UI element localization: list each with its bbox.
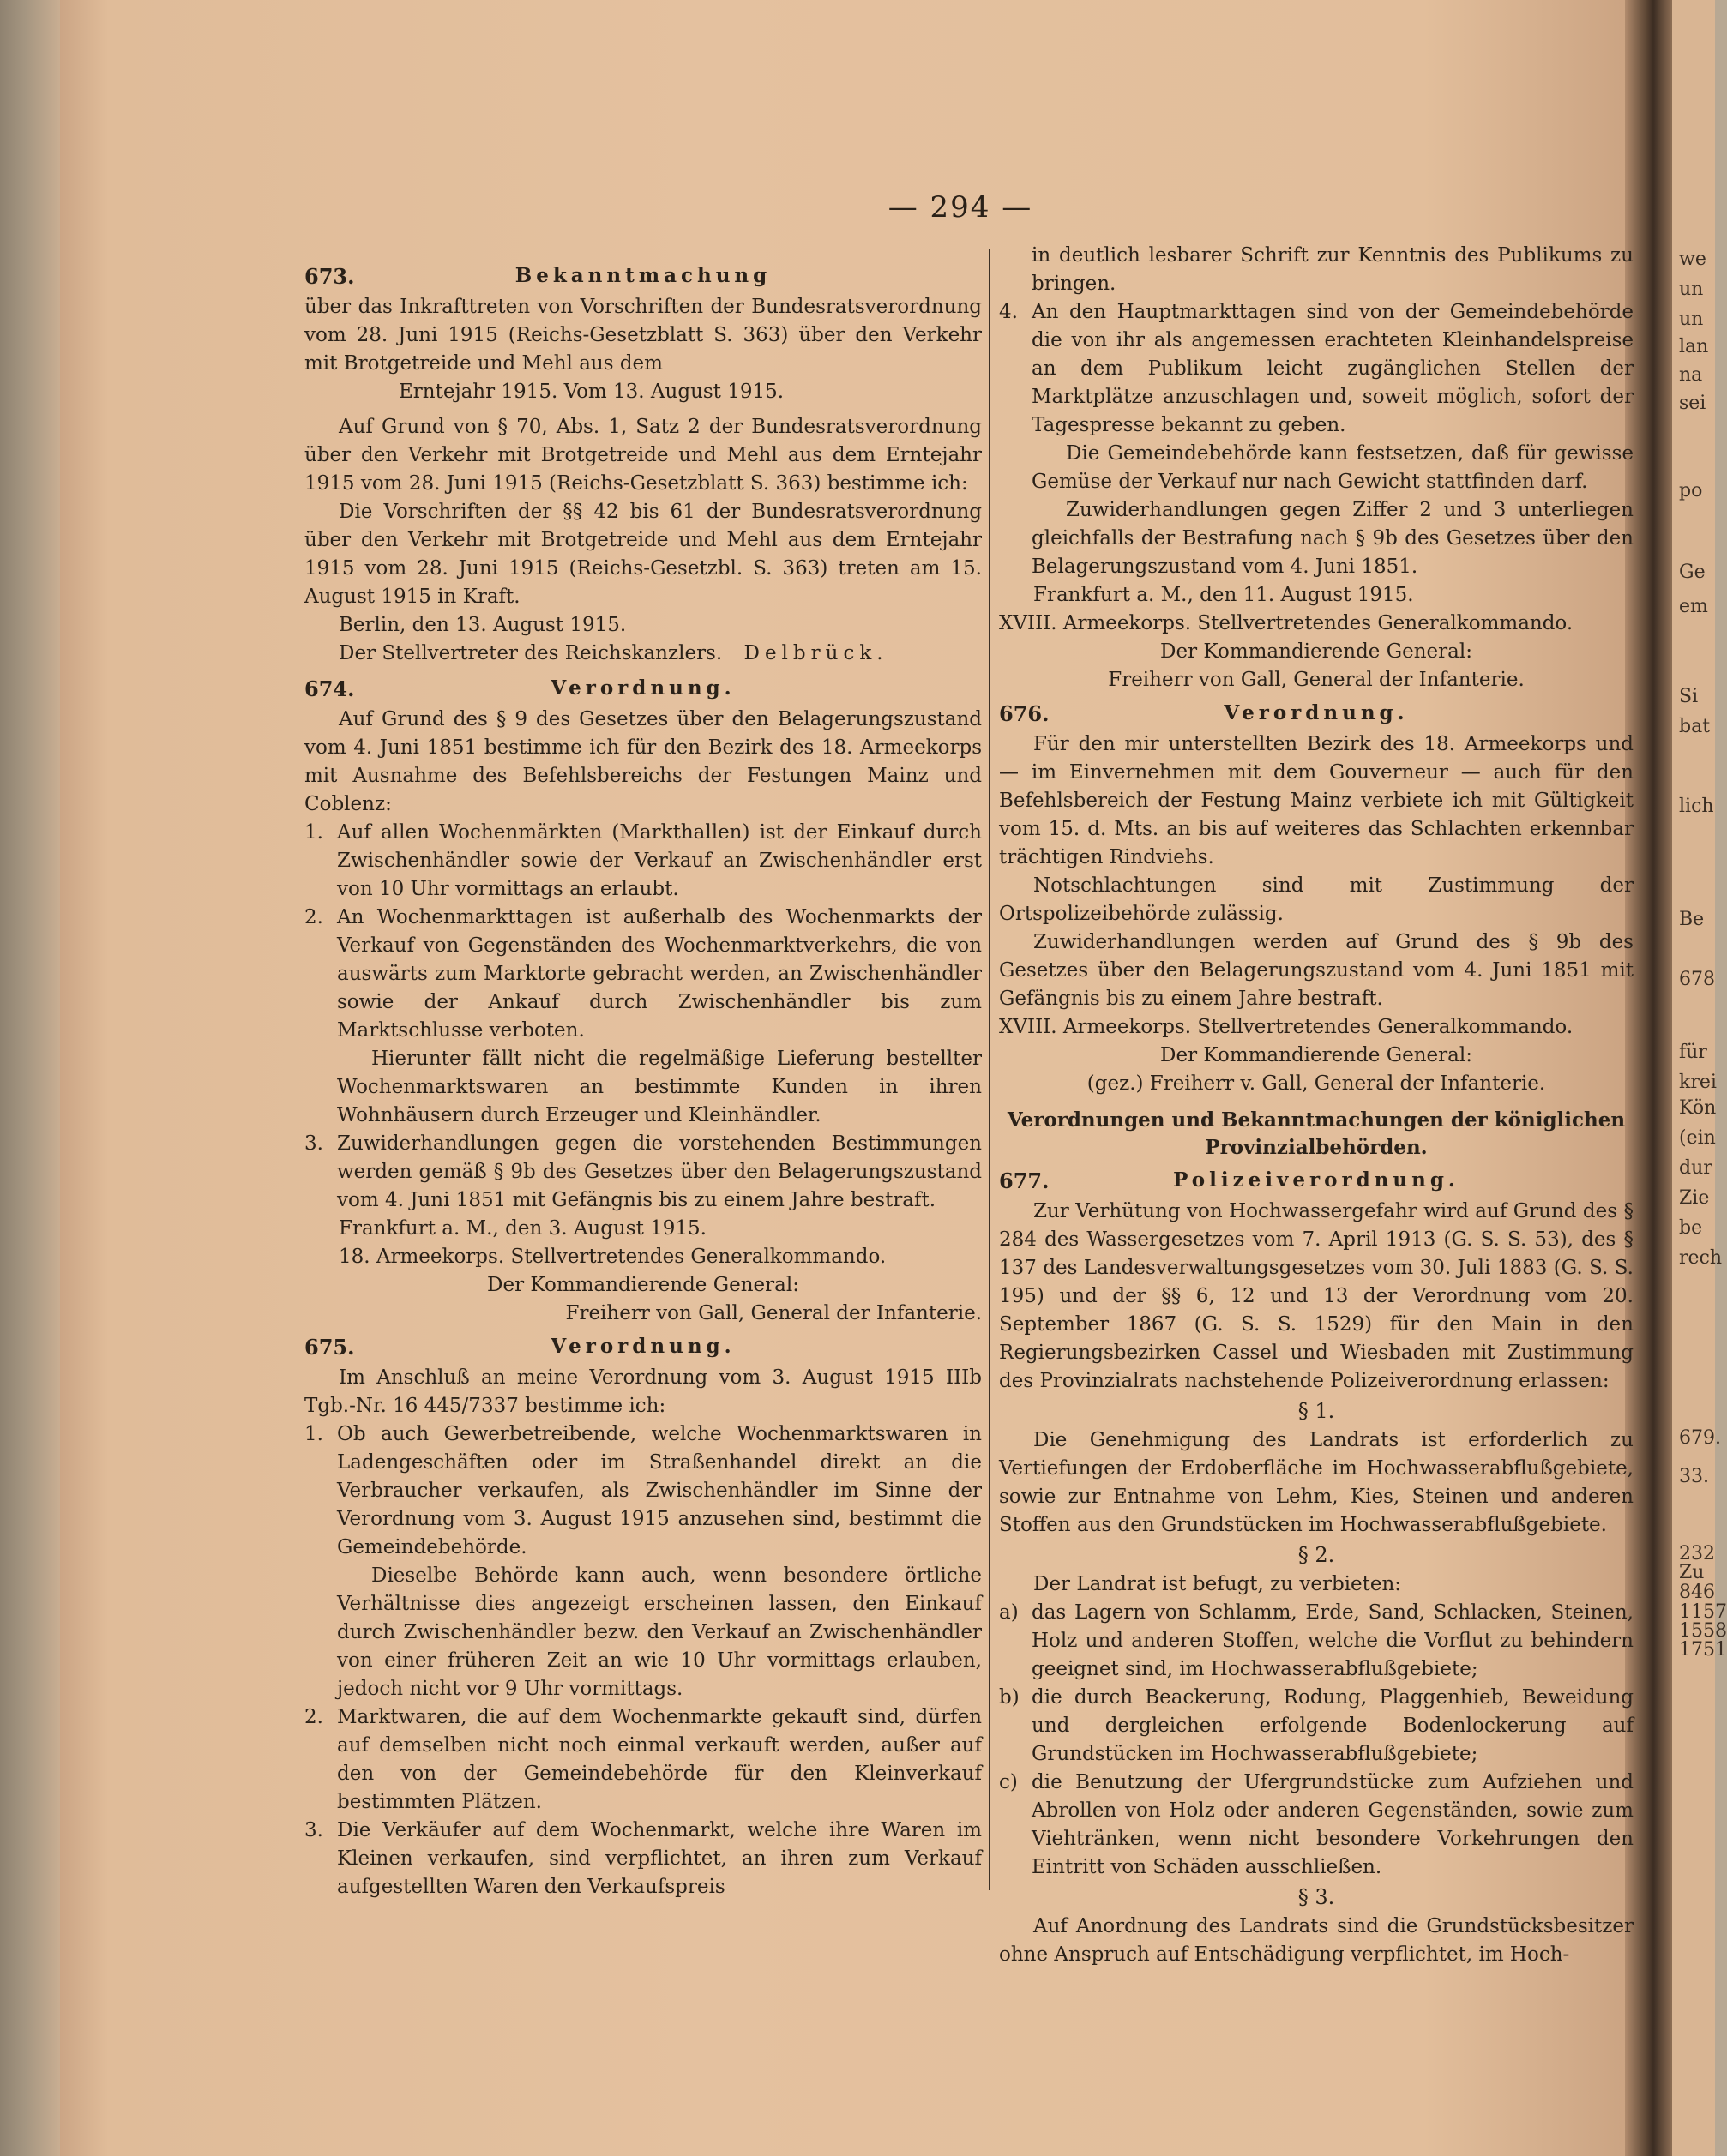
list-item <box>999 1684 1634 1769</box>
list-item <box>304 1703 982 1817</box>
section-heading: Verordnungen und Bekanntmachungen der königlichen Provinzialbehörden. <box>1007 1108 1626 1159</box>
item-number: c) <box>999 1771 1018 1793</box>
corps-line: 18. Armeekorps. Stellvertretendes Generalkommando. <box>339 1246 887 1268</box>
article-673 <box>304 264 982 668</box>
paragraph-heading: § 3. <box>1297 1885 1335 1909</box>
right-column <box>999 242 1634 1969</box>
article-heading <box>999 701 1634 730</box>
item-number: 3. <box>304 1132 323 1155</box>
paragraph: Für den mir unterstellten Bezirk des 18. Armeekorps und — im Einvernehmen mit dem Gouverneur — auch für den Befehlsbereich der Festung Mainz verbiete ich mit Gültigkeit vom 15. d. Mts. an bis auf weiteres das Schlachten erkennbar trächtigen Rindviehs. <box>999 733 1634 868</box>
item-continuation: in deutlich lesbarer Schrift zur Kenntnis des Publikums zu bringen. <box>1032 244 1634 295</box>
adjacent-page-text: bat <box>1679 716 1711 737</box>
adjacent-page-text: Si <box>1679 686 1699 707</box>
item-text: Zuwiderhandlungen gegen die vorstehenden Bestimmungen werden gemäß § 9b des Gesetzes über den Belagerungszustand vom 4. Juni 1851 mit Gefängnis bis zu einem Jahre bestraft. <box>337 1132 982 1211</box>
adjacent-page-text: 232 <box>1679 1543 1715 1564</box>
item-paragraph: Dieselbe Behörde kann auch, wenn besondere örtliche Verhältnisse dies angezeigt erscheinen lassen, den Einkauf durch Zwischenhändler bezw. den Verkauf an Zwischenhändler von einer früheren Zeit an wie 10 Uhr vormittags erlauben, jedoch nicht vor 9 Uhr vormittags. <box>337 1564 982 1700</box>
list-item <box>304 1130 982 1215</box>
item-number: 4. <box>999 301 1018 323</box>
adjacent-page-text: un <box>1679 279 1704 300</box>
paragraph: Die Genehmigung des Landrats ist erforderlich zu Vertiefungen der Erdoberfläche im Hochwasserabflußgebiete, sowie zur Entnahme von Lehm, Kies, Steinen und anderen Stoffen aus den Grundstücken im Hochwasserabflußgebiete. <box>999 1429 1634 1536</box>
article-675-continued <box>999 242 1634 694</box>
article-675 <box>304 1335 982 1901</box>
adjacent-page-text: lan <box>1679 336 1709 357</box>
page-number: — 294 — <box>888 190 1033 225</box>
place-date: Berlin, den 13. August 1915. <box>339 614 627 636</box>
adjacent-page-text: 678 <box>1679 969 1715 990</box>
article-heading <box>304 676 982 706</box>
adjacent-page-text: un <box>1679 309 1704 330</box>
paragraph-heading: § 1. <box>1297 1399 1335 1423</box>
item-text: das Lagern von Schlamm, Erde, Sand, Schlacken, Steinen, Holz und anderen Stoffen, welche die Vorflut zu behindern geeignet sind, im Hochwasserabflußgebiete; <box>1032 1601 1634 1680</box>
article-title: Verordnung. <box>1224 701 1409 724</box>
place-date: Frankfurt a. M., den 3. August 1915. <box>339 1217 707 1240</box>
item-text: die Benutzung der Ufergrundstücke zum Aufziehen und Abrollen von Holz oder anderen Gegenständen, sowie zum Viehtränken, wenn nicht besondere Vorkehrungen den Eintritt von Schäden ausschließen. <box>1032 1771 1634 1878</box>
adjacent-page-text: be <box>1679 1217 1703 1239</box>
corps-line: XVIII. Armeekorps. Stellvertretendes Generalkommando. <box>999 1016 1574 1038</box>
adjacent-page-text: lich <box>1679 796 1714 817</box>
item-text: Marktwaren, die auf dem Wochenmarkte gekauft sind, dürfen auf demselben nicht noch einmal verkauft werden, außer auf den von der Gemeindebehörde für den Kleinverkauf bestimmten Plätzen. <box>337 1706 982 1813</box>
list-item <box>304 1817 982 1901</box>
list-item <box>999 298 1634 440</box>
general-name: (gez.) Freiherr v. Gall, General der Infanterie. <box>1086 1072 1546 1095</box>
paragraph: Die Vorschriften der §§ 42 bis 61 der Bundesratsverordnung über den Verkehr mit Brotgetreide und Mehl aus dem Erntejahr 1915 vom 28. Juni 1915 (Reichs-Gesetzbl. S. 363) treten am 15. August 1915 in Kraft. <box>304 501 982 608</box>
adjacent-page-text: für <box>1679 1042 1707 1063</box>
adjacent-page-text: Kön <box>1679 1097 1717 1119</box>
general-title: Der Kommandierende General: <box>487 1274 799 1296</box>
adjacent-page-text: sei <box>1679 393 1706 414</box>
place-date: Frankfurt a. M., den 11. August 1915. <box>1033 584 1414 606</box>
adjacent-page-fragment <box>1672 0 1727 2156</box>
signature-name: Delbrück. <box>743 642 888 664</box>
adjacent-page-text: na <box>1679 364 1703 386</box>
item-number: 2. <box>304 906 323 928</box>
adjacent-page-text: krei <box>1679 1072 1717 1093</box>
item-number: 1. <box>304 821 323 844</box>
item-paragraph: Die Gemeindebehörde kann festsetzen, daß für gewisse Gemüse der Verkauf nur nach Gewicht stattfinden darf. <box>1032 442 1634 493</box>
article-number: 675. <box>304 1335 355 1360</box>
item-text: Die Verkäufer auf dem Wochenmarkt, welche ihre Waren im Kleinen verkaufen, sind verpflichtet, an ihren zum Verkauf aufgestellten Waren den Verkaufspreis <box>337 1819 982 1898</box>
paragraph: Zur Verhütung von Hochwassergefahr wird auf Grund des § 284 des Wassergesetzes vom 7. April 1913 (G. S. S. 53), des § 137 des Landesverwaltungsgesetzes vom 30. Juli 1883 (G. S. S. 195) und der §§ 6, 12 und 13 der Verordnung vom 20. September 1867 (G. S. S. 1529) für den Main in den Regierungsbezirken Cassel und Wiesbaden mit Zustimmung des Provinzialrats nachstehende Polizeiverordnung erlassen: <box>999 1200 1634 1392</box>
item-number: 3. <box>304 1819 323 1841</box>
item-text: An Wochenmarkttagen ist außerhalb des Wochenmarkts der Verkauf von Gegenständen des Wochenmarktverkehrs, die von auswärts zum Marktorte gebracht werden, an Zwischenhändler sowie der Ankauf durch Zwischenhändler bis zum Marktschlusse verboten. <box>337 906 982 1042</box>
paragraph-heading: § 2. <box>1297 1543 1335 1567</box>
article-subtitle-date: Erntejahr 1915. Vom 13. August 1915. <box>399 381 785 403</box>
general-title: Der Kommandierende General: <box>1160 640 1472 663</box>
article-title: Verordnung. <box>551 1335 736 1358</box>
article-number: 676. <box>999 701 1050 726</box>
general-name: Freiherr von Gall, General der Infanterie. <box>565 1302 982 1324</box>
adjacent-page-text: 1558 <box>1679 1620 1727 1642</box>
article-subtitle: über das Inkrafttreten von Vorschriften der Bundesratsverordnung vom 28. Juni 1915 (Reichs-Gesetzblatt S. 363) über den Verkehr mit Brotgetreide und Mehl aus dem <box>304 296 982 375</box>
article-number: 674. <box>304 676 355 701</box>
paragraph: Im Anschluß an meine Verordnung vom 3. August 1915 IIIb Tgb.-Nr. 16 445/7337 bestimme ich: <box>304 1366 982 1417</box>
adjacent-page-text: em <box>1679 596 1708 617</box>
list-item <box>304 819 982 904</box>
adjacent-page-text: 846 <box>1679 1582 1715 1603</box>
article-heading <box>999 1168 1634 1198</box>
adjacent-page-text: Ge <box>1679 562 1706 583</box>
general-name: Freiherr von Gall, General der Infanterie. <box>1108 669 1525 691</box>
article-677 <box>999 1168 1634 1969</box>
article-number: 677. <box>999 1168 1050 1193</box>
paragraph: Der Landrat ist befugt, zu verbieten: <box>1033 1573 1402 1595</box>
signature-role: Der Stellvertreter des Reichskanzlers. <box>339 642 723 664</box>
adjacent-page-text: we <box>1679 249 1706 270</box>
adjacent-page-text: rech <box>1679 1247 1723 1269</box>
article-title: Verordnung. <box>551 676 736 700</box>
general-title: Der Kommandierende General: <box>1160 1044 1472 1066</box>
adjacent-page-text: 1751 <box>1679 1639 1727 1661</box>
book-edge-left <box>0 0 60 2156</box>
adjacent-page-text: Zu <box>1679 1562 1705 1583</box>
item-paragraph: Zuwiderhandlungen gegen Ziffer 2 und 3 unterliegen gleichfalls der Bestrafung nach § 9b des Gesetzes über den Belagerungszustand vom 4. Juni 1851. <box>1032 499 1634 578</box>
paragraph: Zuwiderhandlungen werden auf Grund des § 9b des Gesetzes über den Belagerungszustand vom 4. Juni 1851 mit Gefängnis bis zu einem Jahre bestraft. <box>999 931 1634 1010</box>
list-item <box>999 1769 1634 1882</box>
list-item <box>304 904 982 1045</box>
adjacent-page-text: 33. <box>1679 1466 1709 1487</box>
item-paragraph: Hierunter fällt nicht die regelmäßige Lieferung bestellter Wochenmarktswaren an bestimmte Kunden in ihren Wohnhäusern durch Erzeuger und Kleinhändler. <box>337 1048 982 1126</box>
adjacent-page-text: dur <box>1679 1157 1712 1179</box>
article-title: Polizeiverordnung. <box>1173 1168 1459 1192</box>
item-number: 2. <box>304 1706 323 1728</box>
article-number: 673. <box>304 264 355 289</box>
signature <box>304 640 982 668</box>
article-heading <box>304 1335 982 1364</box>
item-number: 1. <box>304 1423 323 1445</box>
list-item <box>304 1420 982 1562</box>
paragraph: Notschlachtungen sind mit Zustimmung der Ortspolizeibehörde zulässig. <box>999 874 1634 925</box>
corps-line: XVIII. Armeekorps. Stellvertretendes Generalkommando. <box>999 612 1574 634</box>
article-674 <box>304 676 982 1328</box>
article-676 <box>999 701 1634 1098</box>
column-divider <box>989 249 990 1890</box>
adjacent-page-text: po <box>1679 480 1703 501</box>
item-text: Auf allen Wochenmärkten (Markthallen) ist der Einkauf durch Zwischenhändler sowie der Verkauf an Zwischenhändler erst von 10 Uhr vormittags an erlaubt. <box>337 821 982 900</box>
list-item <box>999 1599 1634 1684</box>
item-text: Ob auch Gewerbetreibende, welche Wochenmarktswaren in Ladengeschäften oder im Straßenhandel direkt an die Verbraucher verkaufen, als Zwischenhändler im Sinne der Verordnung vom 3. August 1915 anzusehen sind, bestimmt die Gemeindebehörde. <box>337 1423 982 1558</box>
item-number: a) <box>999 1601 1019 1624</box>
adjacent-page-text: 679. <box>1679 1427 1721 1449</box>
item-text: die durch Beackerung, Rodung, Plaggenhieb, Beweidung und dergleichen erfolgende Bodenlockerung auf Grundstücken im Hochwasserabflußgebiete; <box>1032 1686 1634 1765</box>
paragraph: Auf Grund des § 9 des Gesetzes über den Belagerungszustand vom 4. Juni 1851 bestimme ich für den Bezirk des 18. Armeekorps mit Ausnahme des Befehlsbereichs der Festungen Mainz und Coblenz: <box>304 708 982 815</box>
adjacent-page-text: (ein <box>1679 1127 1716 1149</box>
item-text: An den Hauptmarkttagen sind von der Gemeindebehörde die von ihr als angemessen erachteten Kleinhandelspreise an dem Publikum leicht zugänglichen Stellen der Marktplätze anzuschlagen und, soweit möglich, sofort der Tagespresse bekannt zu geben. <box>1032 301 1634 436</box>
adjacent-page-text: 1157 <box>1679 1601 1727 1623</box>
paragraph: Auf Anordnung des Landrats sind die Grundstücksbesitzer ohne Anspruch auf Entschädigung verpflichtet, im Hoch- <box>999 1915 1634 1966</box>
left-column <box>304 257 982 1901</box>
item-number: b) <box>999 1686 1020 1709</box>
article-title: Bekanntmachung <box>514 264 772 287</box>
paragraph: Auf Grund von § 70, Abs. 1, Satz 2 der Bundesratsverordnung über den Verkehr mit Brotgetreide und Mehl aus dem Erntejahr 1915 vom 28. Juni 1915 (Reichs-Gesetzblatt S. 363) bestimme ich: <box>304 416 982 495</box>
article-heading <box>304 264 982 293</box>
adjacent-page-text: Be <box>1679 909 1705 930</box>
adjacent-page-text: Zie <box>1679 1187 1710 1209</box>
